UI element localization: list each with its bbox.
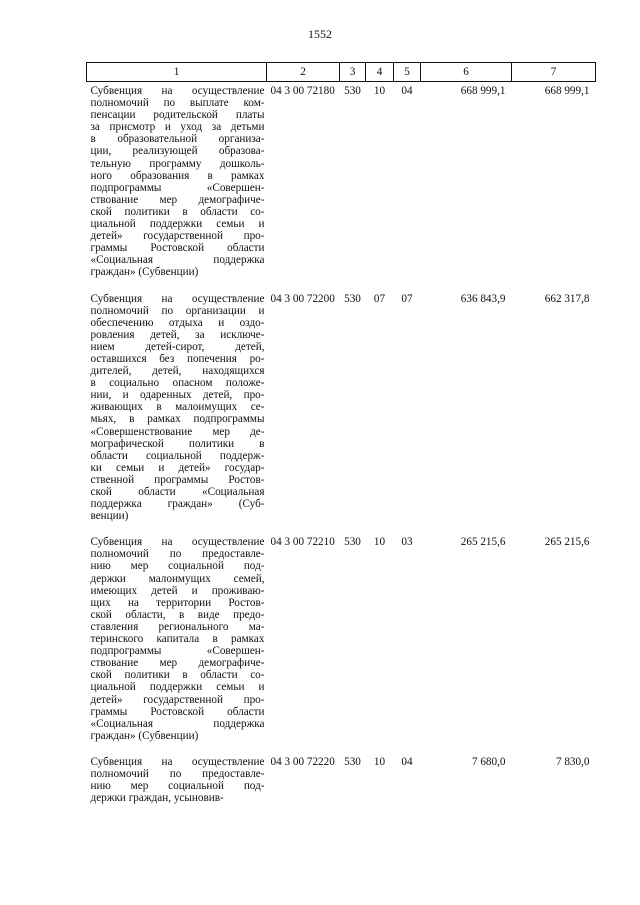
description-line: Субвенция на осуществление <box>90 292 265 305</box>
column-header-6: 6 <box>421 63 512 82</box>
table-body <box>87 82 596 819</box>
row-code: 04 3 00 72200 <box>270 292 335 305</box>
description-line: тельную программу дошколь- <box>90 157 265 170</box>
table-row <box>87 536 596 756</box>
description-line: ской области «Социальная <box>90 486 265 498</box>
table-header <box>87 63 596 82</box>
column-header-2: 2 <box>267 63 340 82</box>
row-code: 04 3 00 72220 <box>270 755 335 768</box>
description-line: детей» государственной про- <box>90 693 265 706</box>
description-line: полномочий по предоставле- <box>90 548 265 561</box>
description-line: держки граждан, усыновив- <box>90 792 224 805</box>
row-amount-year-2: 7 830,0 <box>555 755 590 768</box>
description-line: ской политики в области со- <box>90 669 265 682</box>
row-description <box>87 536 267 756</box>
description-line: подпрограммы «Совершен- <box>90 645 265 658</box>
description-line: ки семьи и детей» государ- <box>90 461 265 474</box>
page-number: 1552 <box>308 27 332 41</box>
description-line: в образовательной организа- <box>90 133 265 146</box>
row-expense-type: 530 <box>344 536 361 549</box>
row-expense-type: 530 <box>344 755 361 768</box>
row-code: 04 3 00 72210 <box>270 536 335 549</box>
description-line: нием детей-сирот, детей, <box>90 340 265 353</box>
row-section: 07 <box>373 292 386 305</box>
description-line: дителей, детей, находящихся <box>90 365 265 378</box>
description-line: ставления регионального ма- <box>90 620 265 633</box>
description-line: Субвенция на осуществление <box>90 755 265 768</box>
description-line: полномочий по выплате ком- <box>90 97 265 110</box>
description-line: держки малоимущих семей, <box>90 572 265 585</box>
row-amount-year-1: 7 680,0 <box>471 755 506 768</box>
description-line: подпрограммы «Совершен- <box>90 181 265 194</box>
description-line: оставшихся без попечения ро- <box>90 352 265 365</box>
description-line: «Социальная поддержка <box>90 254 265 267</box>
description-line: «Совершенствование мер де- <box>90 425 265 438</box>
row-code: 04 3 00 72180 <box>270 85 335 97</box>
description-line: поддержка граждан» (Суб- <box>90 498 265 511</box>
row-amount-year-2: 265 215,6 <box>544 536 590 549</box>
description-line: ственной программы Ростов- <box>90 473 265 486</box>
description-line: нию мер социальной под- <box>90 560 265 573</box>
description-line: области социальной поддерж- <box>90 449 265 462</box>
description-line: мографической политики в <box>90 437 265 450</box>
row-amount-year-2: 662 317,8 <box>544 292 590 305</box>
row-subsection: 04 <box>401 85 413 97</box>
row-description <box>87 82 267 293</box>
description-line: нии, и одаренных детей, про- <box>90 389 265 402</box>
description-line: циальной поддержки семьи и <box>90 218 265 231</box>
row-description <box>87 293 267 537</box>
description-line: граммы Ростовской области <box>90 705 265 718</box>
description-line: ного образования в рамках <box>90 169 265 182</box>
description-line: ской области, в виде предо- <box>90 608 265 621</box>
column-header-7: 7 <box>512 63 596 82</box>
description-line: Субвенция на осуществление <box>90 85 265 97</box>
column-header-3: 3 <box>340 63 366 82</box>
row-expense-type: 530 <box>344 292 361 305</box>
description-line: граммы Ростовской области <box>90 242 265 255</box>
row-section: 10 <box>373 755 386 768</box>
description-line: теринского капитала в рамках <box>90 633 265 646</box>
budget-table <box>86 62 596 818</box>
row-subsection: 03 <box>401 536 413 549</box>
row-subsection: 04 <box>401 755 413 768</box>
description-line: нию мер социальной под- <box>90 780 265 793</box>
description-line: ской политики в области со- <box>90 205 265 218</box>
description-line: «Социальная поддержка <box>90 717 265 730</box>
header-row <box>87 63 596 82</box>
description-line: венции) <box>90 510 129 523</box>
row-section: 10 <box>373 536 386 549</box>
description-line: в социально опасном положе- <box>90 377 265 390</box>
description-line: Субвенция на осуществление <box>90 536 265 549</box>
description-line: пенсации родительской платы <box>90 109 265 122</box>
description-line: циальной поддержки семьи и <box>90 681 265 694</box>
description-line: ствование мер демографиче- <box>90 193 265 206</box>
column-header-4: 4 <box>366 63 394 82</box>
description-line: ровления детей, за исключе- <box>90 328 265 341</box>
table-row <box>87 82 596 293</box>
description-line: щих на территории Ростов- <box>90 596 265 609</box>
description-line: имеющих детей и проживаю- <box>90 584 265 597</box>
row-amount-year-1: 636 843,9 <box>460 292 506 305</box>
row-subsection: 07 <box>401 292 413 305</box>
table-row <box>87 293 596 537</box>
description-line: обеспечению отдыха и оздо- <box>90 316 265 329</box>
description-line: ствование мер демографиче- <box>90 657 265 670</box>
column-header-5: 5 <box>394 63 421 82</box>
row-amount-year-2: 668 999,1 <box>544 85 590 97</box>
description-line: граждан» (Субвенции) <box>90 729 199 742</box>
description-line: мьях, в рамках подпрограммы <box>90 413 265 426</box>
description-line: полномочий по организации и <box>90 304 265 317</box>
description-line: полномочий по предоставле- <box>90 767 265 780</box>
description-line: за присмотр и уход за детьми <box>90 121 265 134</box>
row-amount-year-1: 668 999,1 <box>460 85 506 97</box>
description-line: граждан» (Субвенции) <box>90 266 199 279</box>
column-header-1: 1 <box>87 63 267 82</box>
description-line: живающих в малоимущих се- <box>90 401 265 414</box>
row-section: 10 <box>373 85 386 97</box>
row-amount-year-1: 265 215,6 <box>460 536 506 549</box>
description-line: ции, реализующей образова- <box>90 145 265 158</box>
row-description <box>87 756 267 818</box>
description-line: детей» государственной про- <box>90 230 265 243</box>
row-expense-type: 530 <box>344 85 361 97</box>
table-row <box>87 756 596 818</box>
